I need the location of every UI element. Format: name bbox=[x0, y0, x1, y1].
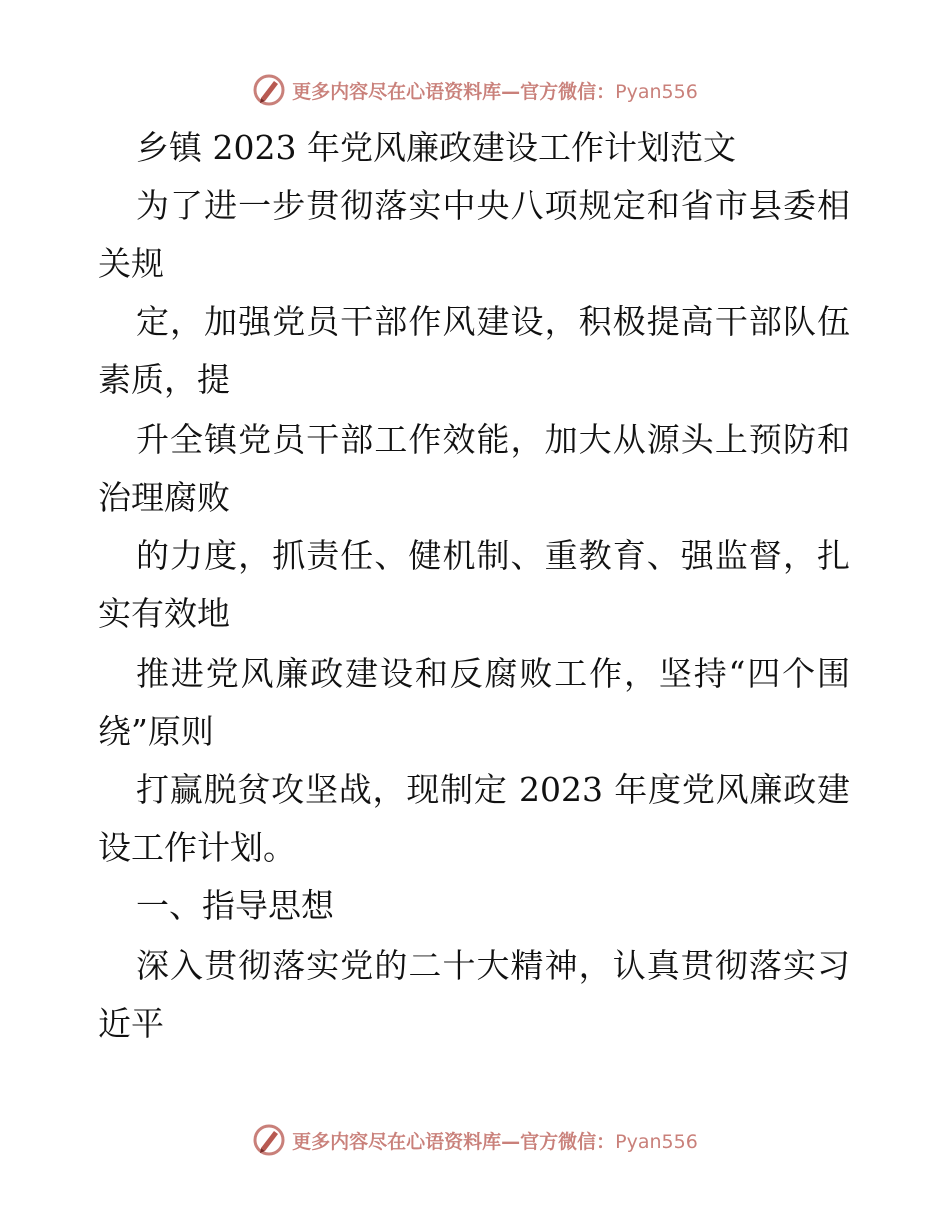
paragraph-line: 推进党风廉政建设和反腐败工作，坚持“四个围 bbox=[136, 654, 850, 693]
paragraph-line: 的力度，抓责任、健机制、重教育、强监督，扎 bbox=[136, 536, 850, 575]
paragraph-line: 深入贯彻落实党的二十大精神，认真贯彻落实习 bbox=[136, 946, 850, 985]
document-title: 乡镇 2023 年党风廉政建设工作计划范文 bbox=[136, 128, 736, 167]
paragraph-line: 定，加强党员干部作风建设，积极提高干部队伍 bbox=[136, 302, 850, 341]
paragraph-line: 设工作计划。 bbox=[98, 828, 296, 867]
watermark-text: 更多内容尽在心语资料库—官方微信：Pyan556 bbox=[292, 80, 698, 103]
paragraph-line: 近平 bbox=[98, 1004, 164, 1043]
paragraph-line: 升全镇党员干部工作效能，加大从源头上预防和 bbox=[136, 420, 850, 459]
paragraph-line: 关规 bbox=[98, 244, 164, 283]
paragraph-line: 打赢脱贫攻坚战，现制定 2023 年度党风廉政建 bbox=[136, 770, 850, 809]
pen-logo-icon bbox=[252, 73, 286, 107]
watermark-footer bbox=[0, 1120, 950, 1160]
paragraph-line: 为了进一步贯彻落实中央八项规定和省市县委相 bbox=[136, 186, 850, 225]
paragraph-line: 素质，提 bbox=[98, 360, 230, 399]
paragraph-line: 治理腐败 bbox=[98, 478, 230, 517]
pen-logo-icon bbox=[252, 1123, 286, 1157]
paragraph-line: 实有效地 bbox=[98, 594, 230, 633]
section-heading: 一、指导思想 bbox=[136, 886, 334, 925]
watermark-header bbox=[0, 70, 950, 110]
paragraph-line: 绕”原则 bbox=[98, 712, 214, 751]
watermark-text: 更多内容尽在心语资料库—官方微信：Pyan556 bbox=[292, 1130, 698, 1153]
